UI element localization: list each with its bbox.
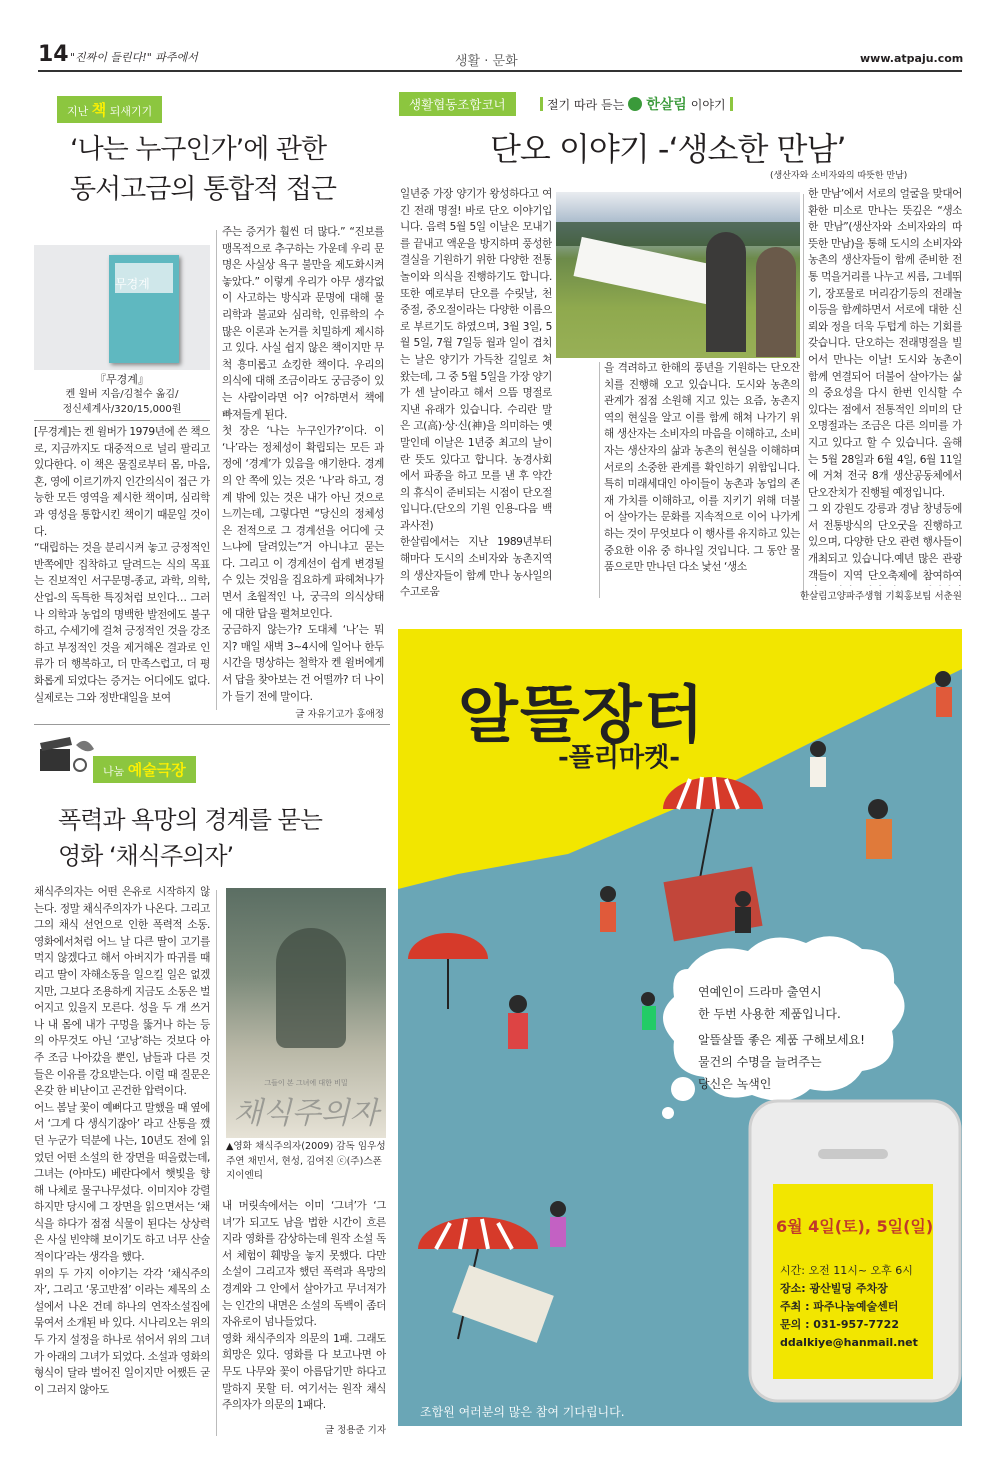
coop-headline: 단오 이야기 -‘생소한 만남’ bbox=[490, 130, 846, 168]
coop-section-tag: 생활협동조합코너 bbox=[399, 92, 516, 116]
coop-credit: 한살림고양파주생협 기획홍보팀 서춘원 bbox=[799, 591, 962, 602]
festival-photo bbox=[556, 192, 800, 358]
ad-date: 6월 4일(토), 5일(일) bbox=[776, 1217, 934, 1236]
ad-subtitle: -플리마켓- bbox=[558, 743, 681, 773]
header-rule bbox=[38, 70, 962, 72]
movie-headline: 폭력과 욕망의 경계를 묻는 영화 ‘채식주의자’ bbox=[58, 806, 322, 870]
coop-body-col2: 을 격려하고 한해의 풍년을 기원하는 단오잔치를 진행해 오고 있습니다. 도시와 농촌의 관계가 점점 소원해 지고 있는 요즘, 농촌지역의 현실을 알고 이를 함께 해쳐 나가기 위해 생산자는 소비자의 마음을 이해하고, 소비자는 생산자의 삶과 농촌의 현실을 이해하며 서로의 소중한 관계를 확인하기 위함입니다. 특히 미래세대인 아이들이 농촌과 농업의 존재 가치를 이해하고, 이를 지키기 위해 더불어 살아가는 문화를 지속적으로 이어 나가게 하는 것이 무엇보다 이 행사를 유지하고 있는 중요한 이유 중 하나일 것입니다. 그 동안 물품으로만 만나던 다소 낯선 ‘생소 bbox=[604, 362, 800, 574]
newspaper-logo: "진짜이 들린다!" 파주에서 bbox=[70, 51, 198, 64]
movie-body-col2: 내 머릿속에서는 이미 ‘그녀’가 ‘그녀’가 되고도 남을 법한 시간이 흐른지라 영화를 감상하는데 원작 소설 독서 체험이 훼방을 놓지 못했다. 다만 소설이 그리고자 했던 폭력과 욕망의 경계와 그 안에서 살아가고 무너져가는 인간의 내면은 소설의 독백이 좀더 자유로이 넘나들었다. 영화 채식주의자 의문의 1패. 그래도 희망은 있다. 영화를 다 보고나면 아무도 나무와 꽃이 아름답기만 하다고 말하지 못할 터. 여기서는 원작 채식주의자가 의문의 1패다. bbox=[222, 1200, 386, 1412]
flea-market-ad bbox=[398, 629, 962, 1426]
site-url[interactable]: www.atpaju.com bbox=[860, 52, 964, 65]
film-clapper-icon bbox=[36, 735, 96, 775]
movie-poster-title: 채식주의자 bbox=[233, 1096, 379, 1131]
movie-section-tag: 나눔 예술극장 bbox=[93, 756, 196, 783]
book-caption: 『무경계』 켄 윌버 지음/김철수 옮김/ 정신세계사/320/15,000원 bbox=[62, 373, 182, 415]
ad-title: 알뜰장터 bbox=[458, 678, 706, 751]
book-cover-title: 무경계 bbox=[115, 277, 150, 291]
movie-body-col1: 채식주의자는 어떤 은유로 시작하지 않는다. 정말 채식주의자가 나온다. 그리고 그의 채식 선언으로 인한 폭력적 소동. 영화에서처럼 어느 날 다큰 딸이 고기를 먹지 않겠다고 해서 아버지가 따귀를 때리고 딸이 자해소동을 일으킬 일은 없겠지만, 그보다 조용하게 지금도 소동은 벌어지고 있을지 모른다. 성을 두 개 쓰거나 내 몸에 내가 구멍을 뚫거나 하는 등의 아무것도 아닌 ‘고낭’하는 것보다 아주 조금 나아갔을 뿐인, 남들과 다른 것들은 이유를 강요받는다. 이럴 때 질문은 온갖 한 비난이고 곤건한 압력이다. 어느 봄날 꽃이 예뻐다고 말했을 때 옆에서 ‘그게 다 생식기잖아’ 라고 산통을 깼던 누군가 덕분에 나는, 10년도 전에 읽었던 어떤 소설의 한 장면을 떠올렸는데, 그녀는 (아마도) 베란다에서 햇빛을 향해 나체로 물구나무섰다. 이미지야 강렬하지만 당시에 그 장면을 읽으면서는 ‘채식을 하다가 점점 식물이 된다는 상상력은 사실 빈약해 보이기도 하고 너무 산술적이다’라는 생각을 했다. 위의 두 가지 이야기는 각각 ‘채식주의자’, 그리고 ‘몽고반점’ 이라는 제목의 소설에서 나온 건데 하나의 연작소설집에 묶여서 소개된 바 있다. 시나리오는 위의 두 가지 설정을 하나로 섞어서 위의 그녀가 아래의 그녀가 되었다. 소설과 영화의 형식이 달라 벌어진 일이지만 어쨌든 굳이 그러지 않아도 bbox=[34, 886, 210, 1396]
ad-speech-bubble: 연예인이 드라마 출연시 한 두번 사용한 제품입니다. 알뜰살뜰 좋은 제품 구해보세요! 물건의 수명을 늘려주는 당신은 녹색인 bbox=[698, 985, 865, 1091]
ad-details: 시간: 오전 11시~ 오후 6시 장소: 광산빌딩 주차장 주최 : 파주나눔예술센터 문의 : 031-957-7722 ddalkiye@hanmail.net bbox=[780, 1262, 918, 1352]
movie-credit: 글 정용준 기자 bbox=[324, 1425, 386, 1436]
book-body-col1: [무경계]는 켄 윌버가 1979년에 쓴 책으로, 지금까지도 대중적으로 널리 팔리고 있다한다. 이 책은 물질로부터 몸, 마음, 혼, 영에 이르기까지 인간의식이 접근 가능한 모든 영역을 제시한 책이며, 심리학과 영성을 통합시킨 책이기 때문일 것이다. “대립하는 것을 분리시켜 놓고 긍정적인 반쪽에만 집착하고 달려드는 식의 목표는 진보적인 서구문명-종교, 과학, 의학, 산업-의 독특한 특징처럼 보인다… 그러나 의학과 농업의 명백한 발전에도 불구하고, 수세기에 걸쳐 긍정적인 것을 강조하고 부정적인 것을 제거해온 결과로 인류가 더 행복하고, 더 만족스럽고, 더 평화롭게 되었다는 증거는 어디에도 없다. 실제로는 그와 정반대일을 보여 bbox=[34, 426, 210, 704]
book-credit: 글 자유기고가 홍애정 bbox=[295, 709, 384, 720]
book-body-col2: 주는 증거가 훨씬 더 많다.” “진보를 맹목적으로 추구하는 가운데 우리 문명은 사실상 욕구 불만을 제도화시켜놓았다.” 이렇게 우리가 아무 생각없이 사고하는 방식과 문명에 대해 물리학과 불교와 심리학, 인류학의 수많은 이론과 논거를 치밀하게 제시하고 있다. 사실 쉽지 않은 책이지만 무척 흥미롭고 쇼킹한 책이다. 우리의 의식에 대해 조금이라도 궁금증이 있는 사람이라면 어? 어?하면서 책에 빠져들게 된다. 첫 장은 ‘나는 누구인가?’이다. 이 ‘나’라는 정체성이 확립되는 모든 과정에 ‘경계’가 있음을 얘기한다. 경계의 안 쪽에 있는 것은 ‘나’라 하고, 경계 밖에 있는 것은 내가 아닌 것으로 느끼는데, 그렇다면 “당신의 정체성은 전적으로 그 경계선을 어디에 긋느냐에 달려있는”거 아니냐고 묻는다. 그리고 이 경계선이 쉽게 변경될 수 있는 것임을 집요하게 파헤쳐나가면서 초월적인 나, 궁극의 의식상태에 대한 답을 펼쳐보인다. 궁금하지 않는가? 도대체 ‘나’는 뭐지? 매일 새벽 3~4시에 일어나 한두 시간을 명상하는 철학자 켄 윌버에게서 답을 찾아보는 건 어떨까? 더 나이가 들기 전에 말이다. bbox=[222, 226, 384, 702]
book-headline: ‘나는 누구인가’에 관한 동서고금의 통합적 접근 bbox=[70, 134, 336, 205]
page-number: 14 bbox=[38, 42, 69, 67]
coop-body-col1: 일년중 가장 양기가 왕성하다고 여긴 전래 명절! 바로 단오 이야기입니다. 음력 5월 5일 이날은 모내기를 끝내고 액운을 방지하며 풍성한 결실을 기원하기 위한 다양한 전통놀이와 의식을 진행하기도 합니다. 또한 예로부터 단오를 수릿날, 천중절, 중오절이라는 다양한 이름으로 부르기도 하였으며, 3월 3일, 5월 5일, 7월 7일등 월과 일이 겹치는 날은 양기가 가득찬 길일로 쳐왔는데, 그 중 5월 5일을 가장 양기가 센 날이라고 해서 으뜸 명절로 지낸 유래가 있습니다. 수리란 말은 고(高)·상·신(神)을 의미하는 옛말인데 이날은 1년중 최고의 날이란 뜻도 있다고 합니다. 농경사회에서 파종을 하고 모를 낸 후 약간의 휴식이 준비되는 시점이 단오절입니다.(단오의 기원 인용-다음 백과사전) 한살림에서는 지난 1989년부터 해마다 도시의 소비자와 농촌지역의 생산자들이 함께 만나 농사일의 수고로움 bbox=[400, 188, 552, 599]
coop-subtitle: (생산자와 소비자와의 따뜻한 만남) bbox=[770, 171, 908, 181]
movie-caption: ▲영화 채식주의자(2009) 감독 임우성 주연 채민서, 현성, 김여진 ⓒ(주)스폰지이엔티 bbox=[226, 1141, 386, 1182]
movie-poster-image: 그들이 본 그녀에 대한 비밀 채식주의자 bbox=[226, 888, 386, 1138]
book-section-tag: 지난 책 되새기기 bbox=[57, 96, 162, 123]
hansalim-series-label: 절기 따라 듣는 한살림 이야기 bbox=[540, 94, 733, 114]
ad-footer: 조합원 여러분의 많은 참여 기다립니다. bbox=[420, 1405, 625, 1419]
hansalim-logo-icon bbox=[628, 97, 642, 111]
section-title: 생활 · 문화 bbox=[455, 54, 518, 69]
ad-email[interactable]: ddalkiye@hanmail.net bbox=[780, 1336, 918, 1349]
book-cover-image bbox=[34, 245, 210, 370]
coop-body-col3: 한 만남’에서 서로의 얼굴을 맞대어 환한 미소로 만나는 뜻깊은 “생소한 만남”(생산자와 소비자와의 따뜻한 만남)을 통해 도시의 소비자와 농촌의 생산자들이 함께 준비한 전통 먹을거리를 나누고 씨름, 그네뛰기, 장포물로 머리감기등의 전래놀이등을 함께하면서 서로에 대한 신뢰와 정을 더욱 두텁게 하는 기회를 갖습니다. 단오하는 전래명절을 빌어서 만나는 이날! 도시와 농촌이 함께 연결되어 더불어 살아가는 삶의 중요성을 다시 한번 인식할 수 있다는 점에서 전통적인 의미의 단오명절과는 조금은 다른 의미를 가지고 있다고 할 수 있습니다. 올해는 5월 28일과 6월 4일, 6월 11일에 거쳐 전국 8개 생산공동체에서 단오잔치가 진행될 예정입니다. 그 외 강원도 강릉과 경남 창녕등에서 전통방식의 단오굿을 진행하고 있으며, 다양한 단오 관련 행사들이 개최되고 있습니다.예년 많은 관광객들이 지역 단오축제에 참여하여 bbox=[808, 188, 962, 582]
